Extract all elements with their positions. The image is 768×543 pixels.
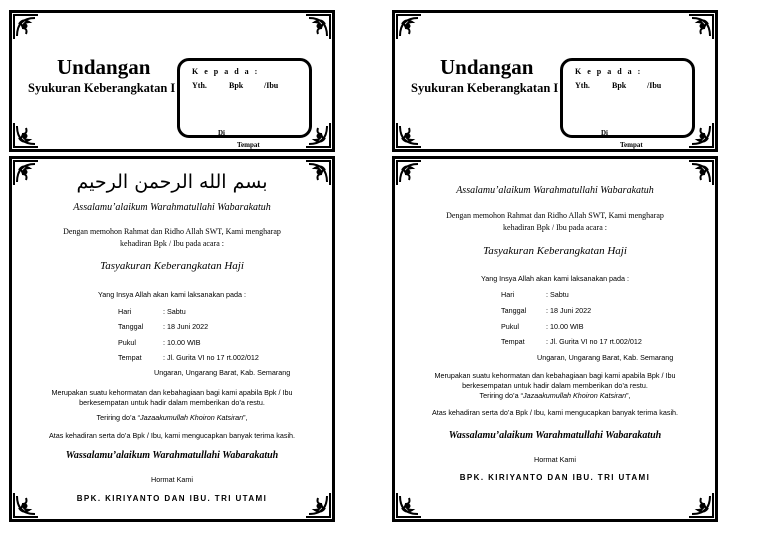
envelope-right	[392, 10, 718, 152]
doa-suffix: ”,	[243, 413, 248, 422]
opening-line-2: kehadiran Bpk / Ibu pada acara :	[503, 223, 607, 232]
salam-opening: Assalamu’alaikum Warahmatullahi Wabarakatuh	[73, 202, 271, 213]
di-label: Di	[601, 129, 608, 137]
detail-label-tanggal: Tanggal	[501, 306, 527, 315]
corner-ornament-icon	[13, 122, 39, 148]
doa-prefix: Teriring do’a “	[479, 391, 524, 400]
yth-label: Yth.	[575, 81, 590, 90]
corner-ornament-icon	[305, 14, 331, 40]
detail-value-tempat: : Jl. Gurita VI no 17 rt.002/012	[163, 353, 259, 362]
corner-ornament-icon	[688, 492, 714, 518]
detail-label-pukul: Pukul	[118, 338, 136, 347]
detail-value-hari: : Sabtu	[546, 290, 569, 299]
ibu-label: /Ibu	[647, 81, 662, 90]
corner-ornament-icon	[13, 14, 39, 40]
tempat-label: Tempat	[620, 141, 643, 149]
di-label: Di	[218, 129, 225, 137]
address-box	[560, 58, 695, 138]
detail-value-tanggal: : 18 Juni 2022	[546, 306, 592, 315]
yth-label: Yth.	[192, 81, 207, 90]
bpk-label: Bpk	[229, 81, 244, 90]
address-to-label: K e p a d a :	[575, 67, 643, 76]
envelope-subtitle: Syukuran Keberangkatan I	[411, 81, 559, 95]
detail-value-pukul: : 10.00 WIB	[546, 322, 584, 331]
honor-line-2: berkesempatan untuk hadir dalam memberikan do’a restu.	[462, 381, 648, 390]
detail-value-hari: : Sabtu	[163, 307, 186, 316]
address-line-2: Ungaran, Ungarang Barat, Kab. Semarang	[537, 353, 674, 362]
salam-closing: Wassalamu’alaikum Warahmatullahi Wabarakatuh	[448, 430, 662, 441]
salam-opening: Assalamu’alaikum Warahmatullahi Wabarakatuh	[456, 185, 654, 196]
opening-line-1: Dengan memohon Rahmat dan Ridho Allah SWT, Kami mengharap	[446, 211, 664, 220]
doa-suffix: ”,	[626, 391, 631, 400]
invitation-card-left	[9, 156, 335, 522]
thanks-line: Atas kehadiran serta do’a Bpk / Ibu, kami mengucapkan banyak terima kasih.	[48, 431, 296, 440]
opening-line-1: Dengan memohon Rahmat dan Ridho Allah SWT, Kami mengharap	[63, 227, 281, 236]
detail-label-tanggal: Tanggal	[118, 322, 144, 331]
address-line-2: Ungaran, Ungarang Barat, Kab. Semarang	[154, 368, 291, 377]
doa-italic: Jazaakumullah Khoiron Katsiran	[523, 391, 627, 400]
tempat-label: Tempat	[237, 141, 260, 149]
envelope-left	[9, 10, 335, 152]
corner-ornament-icon	[688, 14, 714, 40]
honor-line-2: berkesempatan untuk hadir dalam memberikan do’a restu.	[79, 398, 265, 407]
signature: BPK. KIRIYANTO DAN IBU. TRI UTAMI	[76, 494, 268, 503]
opening-line-2: kehadiran Bpk / Ibu pada acara :	[120, 239, 224, 248]
salam-closing: Wassalamu’alaikum Warahmatullahi Wabarakatuh	[65, 450, 279, 461]
bpk-label: Bpk	[612, 81, 627, 90]
detail-value-pukul: : 10.00 WIB	[163, 338, 201, 347]
address-to-label: K e p a d a :	[192, 67, 260, 76]
detail-label-hari: Hari	[501, 290, 515, 299]
envelope-subtitle: Syukuran Keberangkatan I	[28, 81, 176, 95]
bismillah-calligraphy: بسم الله الرحمن الرحيم	[76, 171, 268, 193]
invitation-card-right	[392, 156, 718, 522]
corner-ornament-icon	[396, 14, 422, 40]
honor-line-1: Merupakan suatu kehormatan dan kebahagiaan bagi kami apabila Bpk / Ibu	[51, 388, 293, 397]
event-title: Tasyakuran Keberangkatan Haji	[483, 245, 627, 257]
honor-line-1: Merupakan suatu kehormatan dan kebahagiaan bagi kami apabila Bpk / Ibu	[434, 371, 676, 380]
corner-ornament-icon	[688, 160, 714, 186]
doa-prefix: Teriring do’a “	[96, 413, 141, 422]
thanks-line: Atas kehadiran serta do’a Bpk / Ibu, kami mengucapkan banyak terima kasih.	[431, 408, 679, 417]
intro-line: Yang Insya Allah akan kami laksanakan pada :	[480, 274, 630, 283]
doa-italic: Jazaakumullah Khoiron Katsiran	[140, 413, 244, 422]
corner-ornament-icon	[396, 492, 422, 518]
ibu-label: /Ibu	[264, 81, 279, 90]
signature: BPK. KIRIYANTO DAN IBU. TRI UTAMI	[459, 473, 651, 482]
hormat-kami: Hormat Kami	[151, 475, 193, 484]
doa-line	[395, 391, 715, 400]
corner-ornament-icon	[396, 122, 422, 148]
detail-label-pukul: Pukul	[501, 322, 519, 331]
doa-line	[12, 413, 332, 422]
hormat-kami: Hormat Kami	[534, 455, 576, 464]
detail-value-tanggal: : 18 Juni 2022	[163, 322, 209, 331]
detail-value-tempat: : Jl. Gurita VI no 17 rt.002/012	[546, 337, 642, 346]
event-title: Tasyakuran Keberangkatan Haji	[100, 260, 244, 272]
corner-ornament-icon	[396, 160, 422, 186]
detail-label-tempat: Tempat	[118, 353, 142, 362]
envelope-title: Undangan	[57, 55, 151, 79]
address-box	[177, 58, 312, 138]
detail-label-hari: Hari	[118, 307, 132, 316]
envelope-title: Undangan	[440, 55, 534, 79]
detail-label-tempat: Tempat	[501, 337, 525, 346]
intro-line: Yang Insya Allah akan kami laksanakan pada :	[97, 290, 247, 299]
